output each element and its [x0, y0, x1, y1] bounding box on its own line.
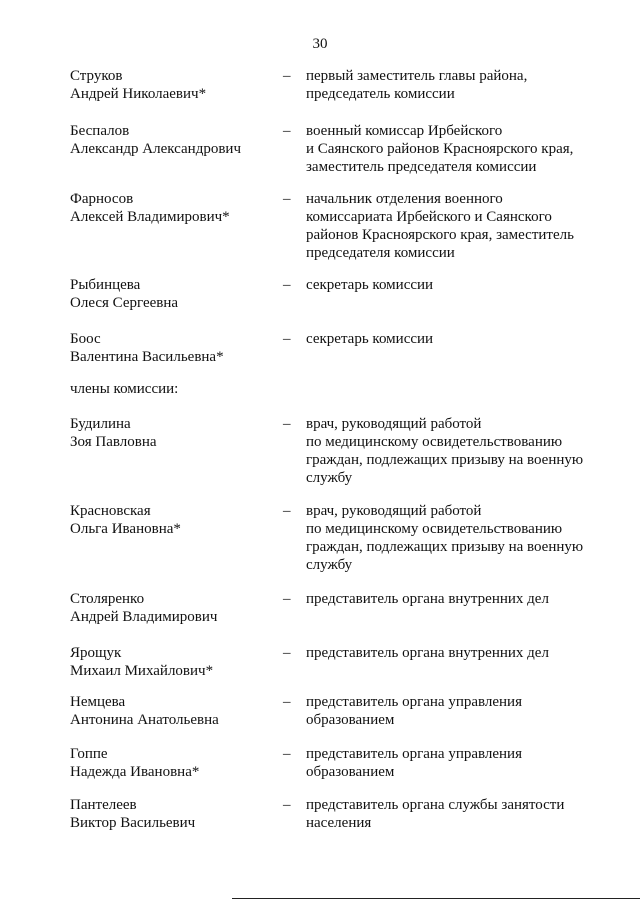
- role-line: службу: [306, 557, 353, 573]
- member-role: [306, 190, 606, 262]
- member-name: [70, 502, 280, 538]
- dash-separator: –: [283, 331, 291, 347]
- dash-separator: –: [283, 694, 291, 710]
- role-line: и Саянского районов Красноярского края,: [306, 141, 574, 157]
- role-line: по медицинскому освидетельствованию: [306, 434, 563, 450]
- role-line: образованием: [306, 712, 395, 728]
- member-surname: Ярощук: [70, 645, 122, 661]
- role-line: заместитель председателя комиссии: [306, 159, 537, 175]
- dash-separator: –: [283, 503, 291, 519]
- dash-separator: –: [283, 277, 291, 293]
- role-line: представитель органа внутренних дел: [306, 645, 549, 661]
- role-line: секретарь комиссии: [306, 277, 434, 293]
- member-given-names: Надежда Ивановна*: [70, 764, 200, 780]
- member-given-names: Ольга Ивановна*: [70, 521, 181, 537]
- member-surname: Гоппе: [70, 746, 108, 762]
- member-given-names: Олеся Сергеевна: [70, 295, 179, 311]
- footer-rule: [232, 898, 640, 899]
- role-line: представитель органа службы занятости: [306, 797, 565, 813]
- member-role: [306, 693, 606, 729]
- member-name: [70, 644, 280, 680]
- member-given-names: Андрей Николаевич*: [70, 86, 207, 102]
- member-surname: Пантелеев: [70, 797, 137, 813]
- role-line: граждан, подлежащих призыву на военную: [306, 452, 584, 468]
- member-name: [70, 745, 280, 781]
- role-line: начальник отделения военного: [306, 191, 503, 207]
- member-role: [306, 415, 606, 487]
- role-line: первый заместитель главы района,: [306, 68, 528, 84]
- dash-separator: –: [283, 797, 291, 813]
- member-name: [70, 190, 280, 226]
- dash-separator: –: [283, 746, 291, 762]
- member-given-names: Андрей Владимирович: [70, 609, 218, 625]
- role-line: секретарь комиссии: [306, 331, 434, 347]
- role-line: районов Красноярского края, заместитель: [306, 227, 574, 243]
- member-name: [70, 276, 280, 312]
- section-heading: члены комиссии:: [70, 381, 179, 397]
- role-line: председателя комиссии: [306, 245, 455, 261]
- role-line: представитель органа управления: [306, 694, 522, 710]
- member-name: [70, 330, 280, 366]
- dash-separator: –: [283, 591, 291, 607]
- role-line: врач, руководящий работой: [306, 503, 482, 519]
- role-line: граждан, подлежащих призыву на военную: [306, 539, 584, 555]
- role-line: службу: [306, 470, 353, 486]
- dash-separator: –: [283, 645, 291, 661]
- member-given-names: Виктор Васильевич: [70, 815, 196, 831]
- role-line: образованием: [306, 764, 395, 780]
- role-line: представитель органа внутренних дел: [306, 591, 549, 607]
- role-line: населения: [306, 815, 372, 831]
- member-role: [306, 745, 606, 781]
- member-role: [306, 276, 606, 294]
- member-role: [306, 502, 606, 574]
- role-line: комиссариата Ирбейского и Саянского: [306, 209, 552, 225]
- member-role: [306, 796, 606, 832]
- member-name: [70, 122, 280, 158]
- dash-separator: –: [283, 68, 291, 84]
- member-role: [306, 122, 606, 176]
- member-surname: Немцева: [70, 694, 126, 710]
- role-line: председатель комиссии: [306, 86, 455, 102]
- member-name: [70, 693, 280, 729]
- member-name: [70, 67, 280, 103]
- member-name: [70, 796, 280, 832]
- member-surname: Струков: [70, 68, 123, 84]
- member-surname: Красновская: [70, 503, 151, 519]
- role-line: врач, руководящий работой: [306, 416, 482, 432]
- role-line: военный комиссар Ирбейского: [306, 123, 503, 139]
- dash-separator: –: [283, 416, 291, 432]
- member-given-names: Алексей Владимирович*: [70, 209, 230, 225]
- member-surname: Фарносов: [70, 191, 134, 207]
- member-role: [306, 644, 606, 662]
- member-surname: Боос: [70, 331, 101, 347]
- member-surname: Рыбинцева: [70, 277, 141, 293]
- member-given-names: Антонина Анатольевна: [70, 712, 219, 728]
- role-line: представитель органа управления: [306, 746, 522, 762]
- member-role: [306, 330, 606, 348]
- member-given-names: Зоя Павловна: [70, 434, 157, 450]
- member-role: [306, 590, 606, 608]
- role-line: по медицинскому освидетельствованию: [306, 521, 563, 537]
- member-given-names: Александр Александрович: [70, 141, 241, 157]
- member-surname: Будилина: [70, 416, 131, 432]
- member-name: [70, 415, 280, 451]
- page-number: 30: [312, 36, 328, 52]
- member-surname: Беспалов: [70, 123, 130, 139]
- member-name: [70, 590, 280, 626]
- dash-separator: –: [283, 191, 291, 207]
- dash-separator: –: [283, 123, 291, 139]
- member-role: [306, 67, 606, 103]
- member-surname: Столяренко: [70, 591, 145, 607]
- member-given-names: Валентина Васильевна*: [70, 349, 224, 365]
- member-given-names: Михаил Михайлович*: [70, 663, 214, 679]
